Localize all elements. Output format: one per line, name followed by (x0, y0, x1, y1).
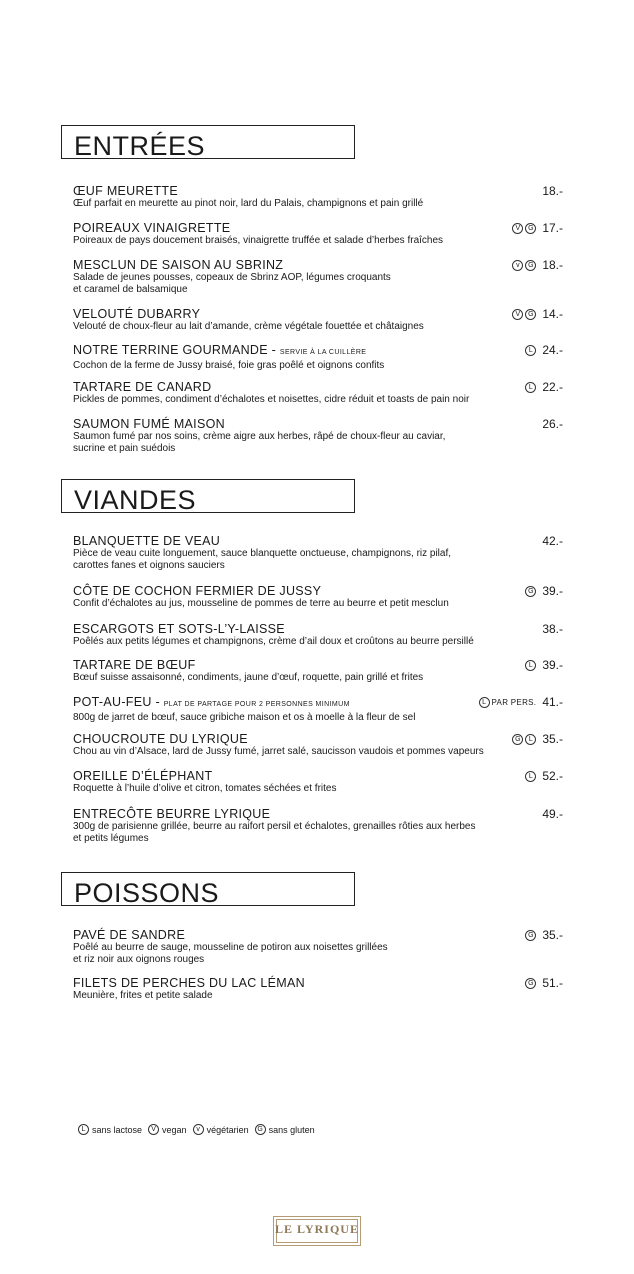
menu-item-description: Poêlés aux petits légumes et champignons, crème d’ail doux et croûtons au beurre persillé (73, 636, 474, 647)
menu-item-name (73, 343, 563, 360)
menu-item (73, 732, 563, 758)
menu-item-name (73, 807, 563, 821)
menu-item-description: Saumon fumé par nos soins, crème aigre aux herbes, râpé de choux-fleur au caviar, (73, 431, 446, 442)
sans-lactose-icon: L (525, 771, 536, 782)
dietary-legend (78, 1124, 318, 1135)
menu-item-meta (525, 928, 563, 942)
sans-lactose-icon: L (525, 382, 536, 393)
legend-label: végétarien (206, 1124, 249, 1135)
menu-item-meta (479, 695, 563, 709)
menu-item (73, 343, 563, 372)
menu-item-meta (525, 380, 563, 394)
menu-item-description: Velouté de choux-fleur au lait d’amande, crème végétale fouettée et châtaignes (73, 321, 424, 332)
menu-item-name (73, 928, 563, 942)
menu-item-description: Pièce de veau cuite longuement, sauce blanquette onctueuse, champignons, riz pilaf, (73, 548, 452, 559)
menu-item-meta (538, 184, 563, 198)
sans-lactose-icon: L (525, 660, 536, 671)
menu-item-meta (512, 307, 563, 321)
menu-item-title: ŒUF MEURETTE (73, 184, 178, 198)
sans-lactose-icon: L (479, 697, 490, 708)
menu-item (73, 658, 563, 684)
sans-lactose-icon: L (78, 1124, 89, 1135)
menu-item (73, 184, 563, 210)
menu-item-price: 38.- (542, 622, 563, 636)
section-header-0 (61, 125, 355, 159)
logo-text: LE LYRIQUE (275, 1222, 359, 1236)
section-header-1 (61, 479, 355, 513)
legend-label: sans lactose (92, 1124, 143, 1135)
menu-item-description: Pickles de pommes, condiment d’échalotes et noisettes, cidre réduit et toasts de pain noir (73, 394, 470, 405)
menu-item-title: VELOUTÉ DUBARRY (73, 307, 201, 321)
sans-gluten-icon: G (525, 930, 536, 941)
menu-item-price: 18.- (542, 258, 563, 272)
sans-gluten-icon: G (525, 309, 536, 320)
menu-item-meta (525, 343, 563, 357)
menu-item-name (73, 221, 563, 235)
menu-item-title: POIREAUX VINAIGRETTE (73, 221, 231, 235)
section-title: ENTRÉES (74, 131, 206, 161)
menu-item-description: Bœuf suisse assaisonné, condiments, jaune d’œuf, roquette, pain grillé et frites (73, 672, 424, 683)
menu-item-price: 49.- (542, 807, 563, 821)
sans-gluten-icon: G (255, 1124, 266, 1135)
menu-item-title: NOTRE TERRINE GOURMANDE - (73, 343, 280, 357)
menu-item-title: POT-AU-FEU - (73, 695, 164, 709)
menu-item (73, 534, 563, 572)
menu-item-price: 42.- (542, 534, 563, 548)
menu-item-price: 35.- (542, 928, 563, 942)
menu-item (73, 976, 563, 1002)
menu-item-meta (525, 584, 563, 598)
menu-item-title: MESCLUN DE SAISON AU SBRINZ (73, 258, 284, 272)
vegetarien-icon: v (512, 260, 523, 271)
legend-label: sans gluten (268, 1124, 315, 1135)
vegan-icon: V (148, 1124, 159, 1135)
menu-item-title: BLANQUETTE DE VEAU (73, 534, 221, 548)
menu-item-meta (538, 534, 563, 548)
menu-item-title: ESCARGOTS ET SOTS-L’Y-LAISSE (73, 622, 285, 636)
menu-item-title: TARTARE DE BŒUF (73, 658, 196, 672)
menu-item (73, 695, 563, 724)
vegan-icon: V (512, 223, 523, 234)
menu-item-name (73, 380, 563, 394)
menu-item-description: et petits légumes (73, 833, 149, 844)
menu-item-price: 18.- (542, 184, 563, 198)
menu-item-description: sucrine et pain suédois (73, 443, 176, 454)
menu-item-name (73, 258, 563, 272)
section-title: POISSONS (74, 878, 220, 908)
menu-item-price: 41.- (542, 695, 563, 709)
menu-item-name (73, 622, 563, 636)
sans-gluten-icon: G (525, 978, 536, 989)
menu-item-meta (512, 258, 563, 272)
sans-gluten-icon: G (512, 734, 523, 745)
section-title: VIANDES (74, 485, 197, 515)
menu-item-note: PLAT DE PARTAGE POUR 2 PERSONNES MINIMUM (163, 701, 350, 708)
menu-item (73, 584, 563, 610)
menu-item-meta (512, 732, 563, 746)
menu-item-description: et caramel de balsamique (73, 284, 188, 295)
menu-item-title: CÔTE DE COCHON FERMIER DE JUSSY (73, 584, 322, 598)
menu-item-name (73, 976, 563, 990)
menu-item-description: Roquette à l’huile d’olive et citron, tomates séchées et frites (73, 783, 337, 794)
menu-item-description: Poireaux de pays doucement braisés, vinaigrette truffée et salade d’herbes fraîches (73, 235, 444, 246)
menu-item-name (73, 417, 563, 431)
menu-item-price: 14.- (542, 307, 563, 321)
sans-gluten-icon: G (525, 586, 536, 597)
menu-item-meta (538, 417, 563, 431)
menu-item-description: Œuf parfait en meurette au pinot noir, lard du Palais, champignons et pain grillé (73, 198, 424, 209)
menu-item-meta (525, 976, 563, 990)
menu-item-price: 52.- (542, 769, 563, 783)
menu-item-name (73, 534, 563, 548)
menu-item-meta (538, 622, 563, 636)
menu-item-title: TARTARE DE CANARD (73, 380, 212, 394)
vegetarien-icon: v (193, 1124, 204, 1135)
menu-item-meta (525, 658, 563, 672)
sans-gluten-icon: G (525, 260, 536, 271)
menu-item-price: 17.- (542, 221, 563, 235)
menu-item-name (73, 307, 563, 321)
menu-item (73, 807, 563, 845)
menu-item-name (73, 184, 563, 198)
menu-item-name (73, 732, 563, 746)
menu-item-name (73, 658, 563, 672)
menu-item-description: Chou au vin d’Alsace, lard de Jussy fumé, jarret salé, saucisson vaudois et pommes vapeurs (73, 746, 484, 757)
sans-gluten-icon: G (525, 223, 536, 234)
menu-item-name (73, 584, 563, 598)
menu-item (73, 769, 563, 795)
menu-item-description: et riz noir aux oignons rouges (73, 954, 205, 965)
menu-item-description: Meunière, frites et petite salade (73, 990, 213, 1001)
menu-item (73, 221, 563, 247)
menu-item-price: 35.- (542, 732, 563, 746)
section-header-2 (61, 872, 355, 906)
menu-item-title: FILETS DE PERCHES DU LAC LÉMAN (73, 976, 305, 990)
menu-item-name (73, 769, 563, 783)
menu-item-description: Cochon de la ferme de Jussy braisé, foie gras poêlé et oignons confits (73, 360, 385, 371)
menu-item (73, 622, 563, 648)
menu-item-title: SAUMON FUMÉ MAISON (73, 417, 225, 431)
menu-item-description: Confit d’échalotes au jus, mousseline de pommes de terre au beurre et petit mesclun (73, 598, 449, 609)
menu-item-price: 39.- (542, 658, 563, 672)
menu-item-price: 39.- (542, 584, 563, 598)
menu-item (73, 928, 563, 966)
menu-item-description: carottes fanes et oignons sauciers (73, 560, 225, 571)
sans-lactose-icon: L (525, 345, 536, 356)
menu-item (73, 307, 563, 333)
menu-item (73, 258, 563, 296)
per-person-label: PAR PERS. (491, 697, 537, 707)
menu-item-description: 300g de parisienne grillée, beurre au raifort persil et échalotes, grenailles rôties aux herbes (73, 821, 476, 832)
menu-item (73, 380, 563, 406)
menu-item-description: Poêlé au beurre de sauge, mousseline de potiron aux noisettes grillées (73, 942, 388, 953)
restaurant-logo (273, 1216, 361, 1246)
menu-item-note: SERVIE À LA CUILLÈRE (279, 349, 367, 356)
menu-item-meta (538, 807, 563, 821)
menu-item-description: 800g de jarret de bœuf, sauce gribiche maison et os à moelle à la fleur de sel (73, 712, 416, 723)
menu-item-title: OREILLE D’ÉLÉPHANT (73, 769, 213, 783)
menu-item-price: 24.- (542, 343, 563, 357)
sans-lactose-icon: L (525, 734, 536, 745)
menu-item-meta (525, 769, 563, 783)
vegan-icon: V (512, 309, 523, 320)
menu-item-price: 22.- (542, 380, 563, 394)
legend-label: vegan (162, 1124, 187, 1135)
menu-item-description: Salade de jeunes pousses, copeaux de Sbrinz AOP, légumes croquants (73, 272, 391, 283)
menu-item-price: 51.- (542, 976, 563, 990)
menu-item-title: CHOUCROUTE DU LYRIQUE (73, 732, 248, 746)
menu-item-meta (512, 221, 563, 235)
menu-item-title: ENTRECÔTE BEURRE LYRIQUE (73, 807, 271, 821)
menu-item-price: 26.- (542, 417, 563, 431)
menu-item (73, 417, 563, 455)
menu-item-title: PAVÉ DE SANDRE (73, 928, 186, 942)
